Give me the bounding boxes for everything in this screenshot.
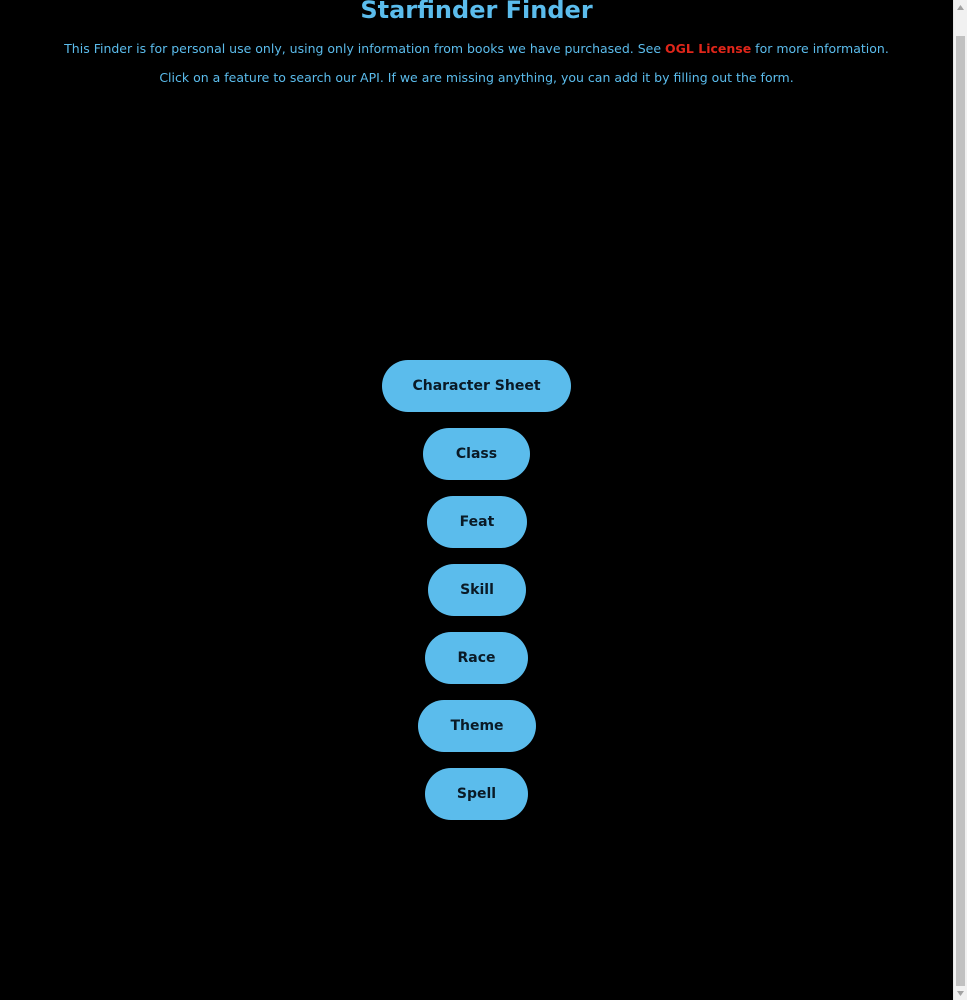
instructions-text: Click on a feature to search our API. If we are missing anything, you can add it by filling out the form. bbox=[159, 70, 794, 85]
race-button[interactable]: Race bbox=[425, 632, 528, 684]
class-button[interactable]: Class bbox=[423, 428, 530, 480]
feat-button[interactable]: Feat bbox=[427, 496, 527, 548]
character-sheet-button[interactable]: Character Sheet bbox=[382, 360, 571, 412]
disclaimer-text-start: This Finder is for personal use only, using only information from books we have purchased. See bbox=[64, 41, 666, 56]
scrollbar-thumb[interactable] bbox=[956, 36, 965, 986]
triangle-up-icon[interactable] bbox=[954, 0, 967, 14]
ogl-license-link[interactable]: OGL License bbox=[665, 41, 752, 56]
theme-button[interactable]: Theme bbox=[418, 700, 536, 752]
spell-button[interactable]: Spell bbox=[425, 768, 528, 820]
page-title: Starfinder Finder bbox=[360, 0, 593, 24]
vertical-scrollbar[interactable] bbox=[953, 0, 967, 1000]
skill-button[interactable]: Skill bbox=[428, 564, 526, 616]
disclaimer-text bbox=[0, 40, 953, 58]
triangle-down-icon[interactable] bbox=[954, 986, 967, 1000]
disclaimer-text-end: for more information. bbox=[751, 41, 889, 56]
